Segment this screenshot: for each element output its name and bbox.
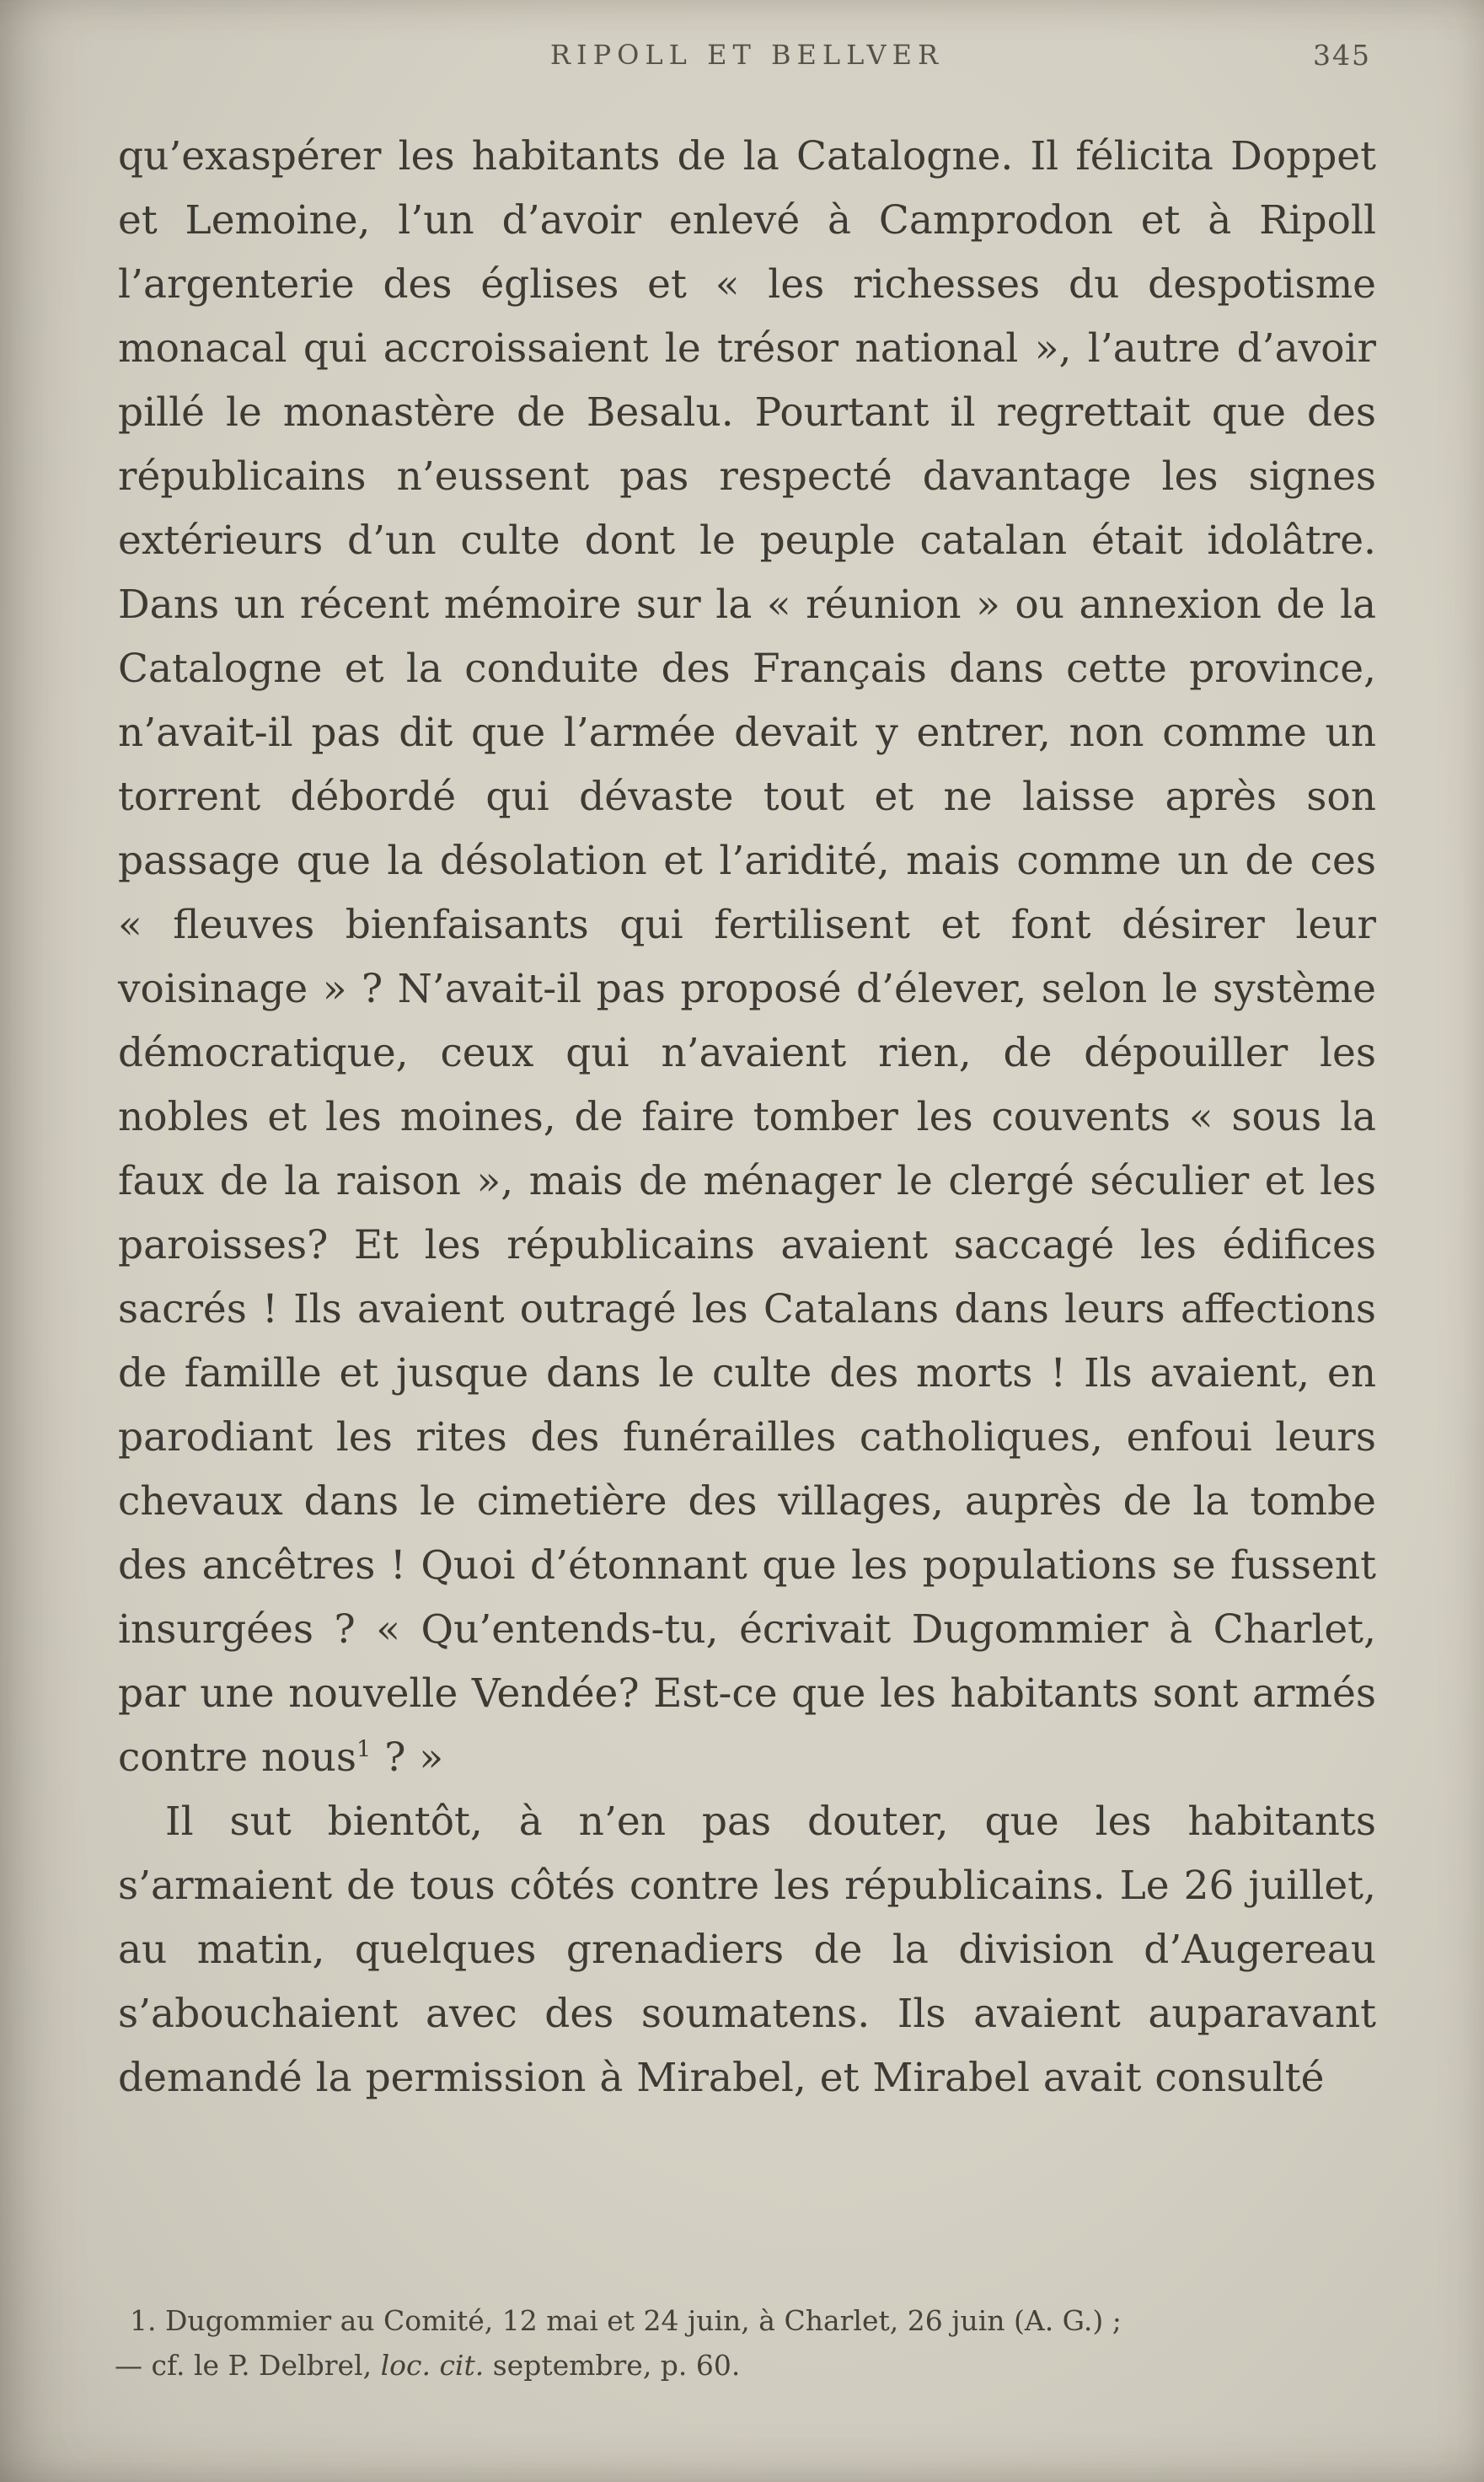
paragraph-text-tail: ? » bbox=[371, 1734, 444, 1781]
footnote-text: — cf. le P. Delbrel, bbox=[115, 2349, 381, 2382]
page-body bbox=[118, 125, 1376, 2110]
paragraph-text: qu’exaspérer les habitants de la Catalogne. Il félicita Doppet et Lemoine, l’un d’avoir enlevé à Camprodon et à Ripoll l’argenterie des églises et « les richesses du despotisme monacal qui accroissaient le trésor national », l’autre d’avoir pillé le monastère de Besalu. Pourtant il regrettait que des républicains n’eussent pas respecté davantage les signes extérieurs d’un culte dont le peuple catalan était idolâtre. Dans un récent mémoire sur la « réunion » ou annexion de la Catalogne et la conduite des Français dans cette province, n’avait-il pas dit que l’armée devait y entrer, non comme un torrent débordé qui dévaste tout et ne laisse après son passage que la désolation et l’aridité, mais comme un de ces « fleuves bienfaisants qui fertilisent et font désirer leur voisinage » ? N’avait-il pas proposé d’élever, selon le système démocratique, ceux qui n’avaient rien, de dépouiller les nobles et les moines, de faire tomber les couvents « sous la faux de la raison », mais de ménager le clergé séculier et les paroisses? Et les républicains avaient saccagé les édifices sacrés ! Ils avaient outragé les Catalans dans leurs affections de famille et jusque dans le culte des morts ! Ils avaient, en parodiant les rites des funérailles catholiques, enfoui leurs chevaux dans le cimetière des villages, auprès de la tombe des ancêtres ! Quoi d’étonnant que les populations se fussent insurgées ? « Qu’entends-tu, écrivait Dugommier à Charlet, par une nouvelle Vendée? Est-ce que les habitants sont armés contre nous bbox=[118, 133, 1376, 1781]
running-title: RIPOLL ET BELLVER bbox=[549, 39, 945, 71]
footnote-line: 1. Dugommier au Comité, 12 mai et 24 juin, à Charlet, 26 juin (A. G.) ; bbox=[130, 2304, 1122, 2337]
footnote-line bbox=[115, 2343, 1376, 2388]
footnote-text: septembre, p. 60. bbox=[484, 2349, 741, 2382]
paragraph bbox=[118, 125, 1376, 1790]
footnotes-block bbox=[115, 2298, 1376, 2388]
footnote-citation-italic: loc. cit. bbox=[380, 2349, 485, 2382]
paragraph bbox=[118, 1790, 1376, 2110]
page-number: 345 bbox=[1313, 39, 1371, 72]
page-header bbox=[118, 39, 1376, 76]
paragraph-text: Il sut bientôt, à n’en pas douter, que les habitants s’armaient de tous côtés contre les républicains. Le 26 juillet, au matin, quelques grenadiers de la division d’Augereau s’abouchaient avec des soumatens. Ils avaient auparavant demandé la permission à Mirabel, et Mirabel avait consulté bbox=[118, 1799, 1376, 2101]
footnote-reference: 1 bbox=[356, 1736, 372, 1763]
